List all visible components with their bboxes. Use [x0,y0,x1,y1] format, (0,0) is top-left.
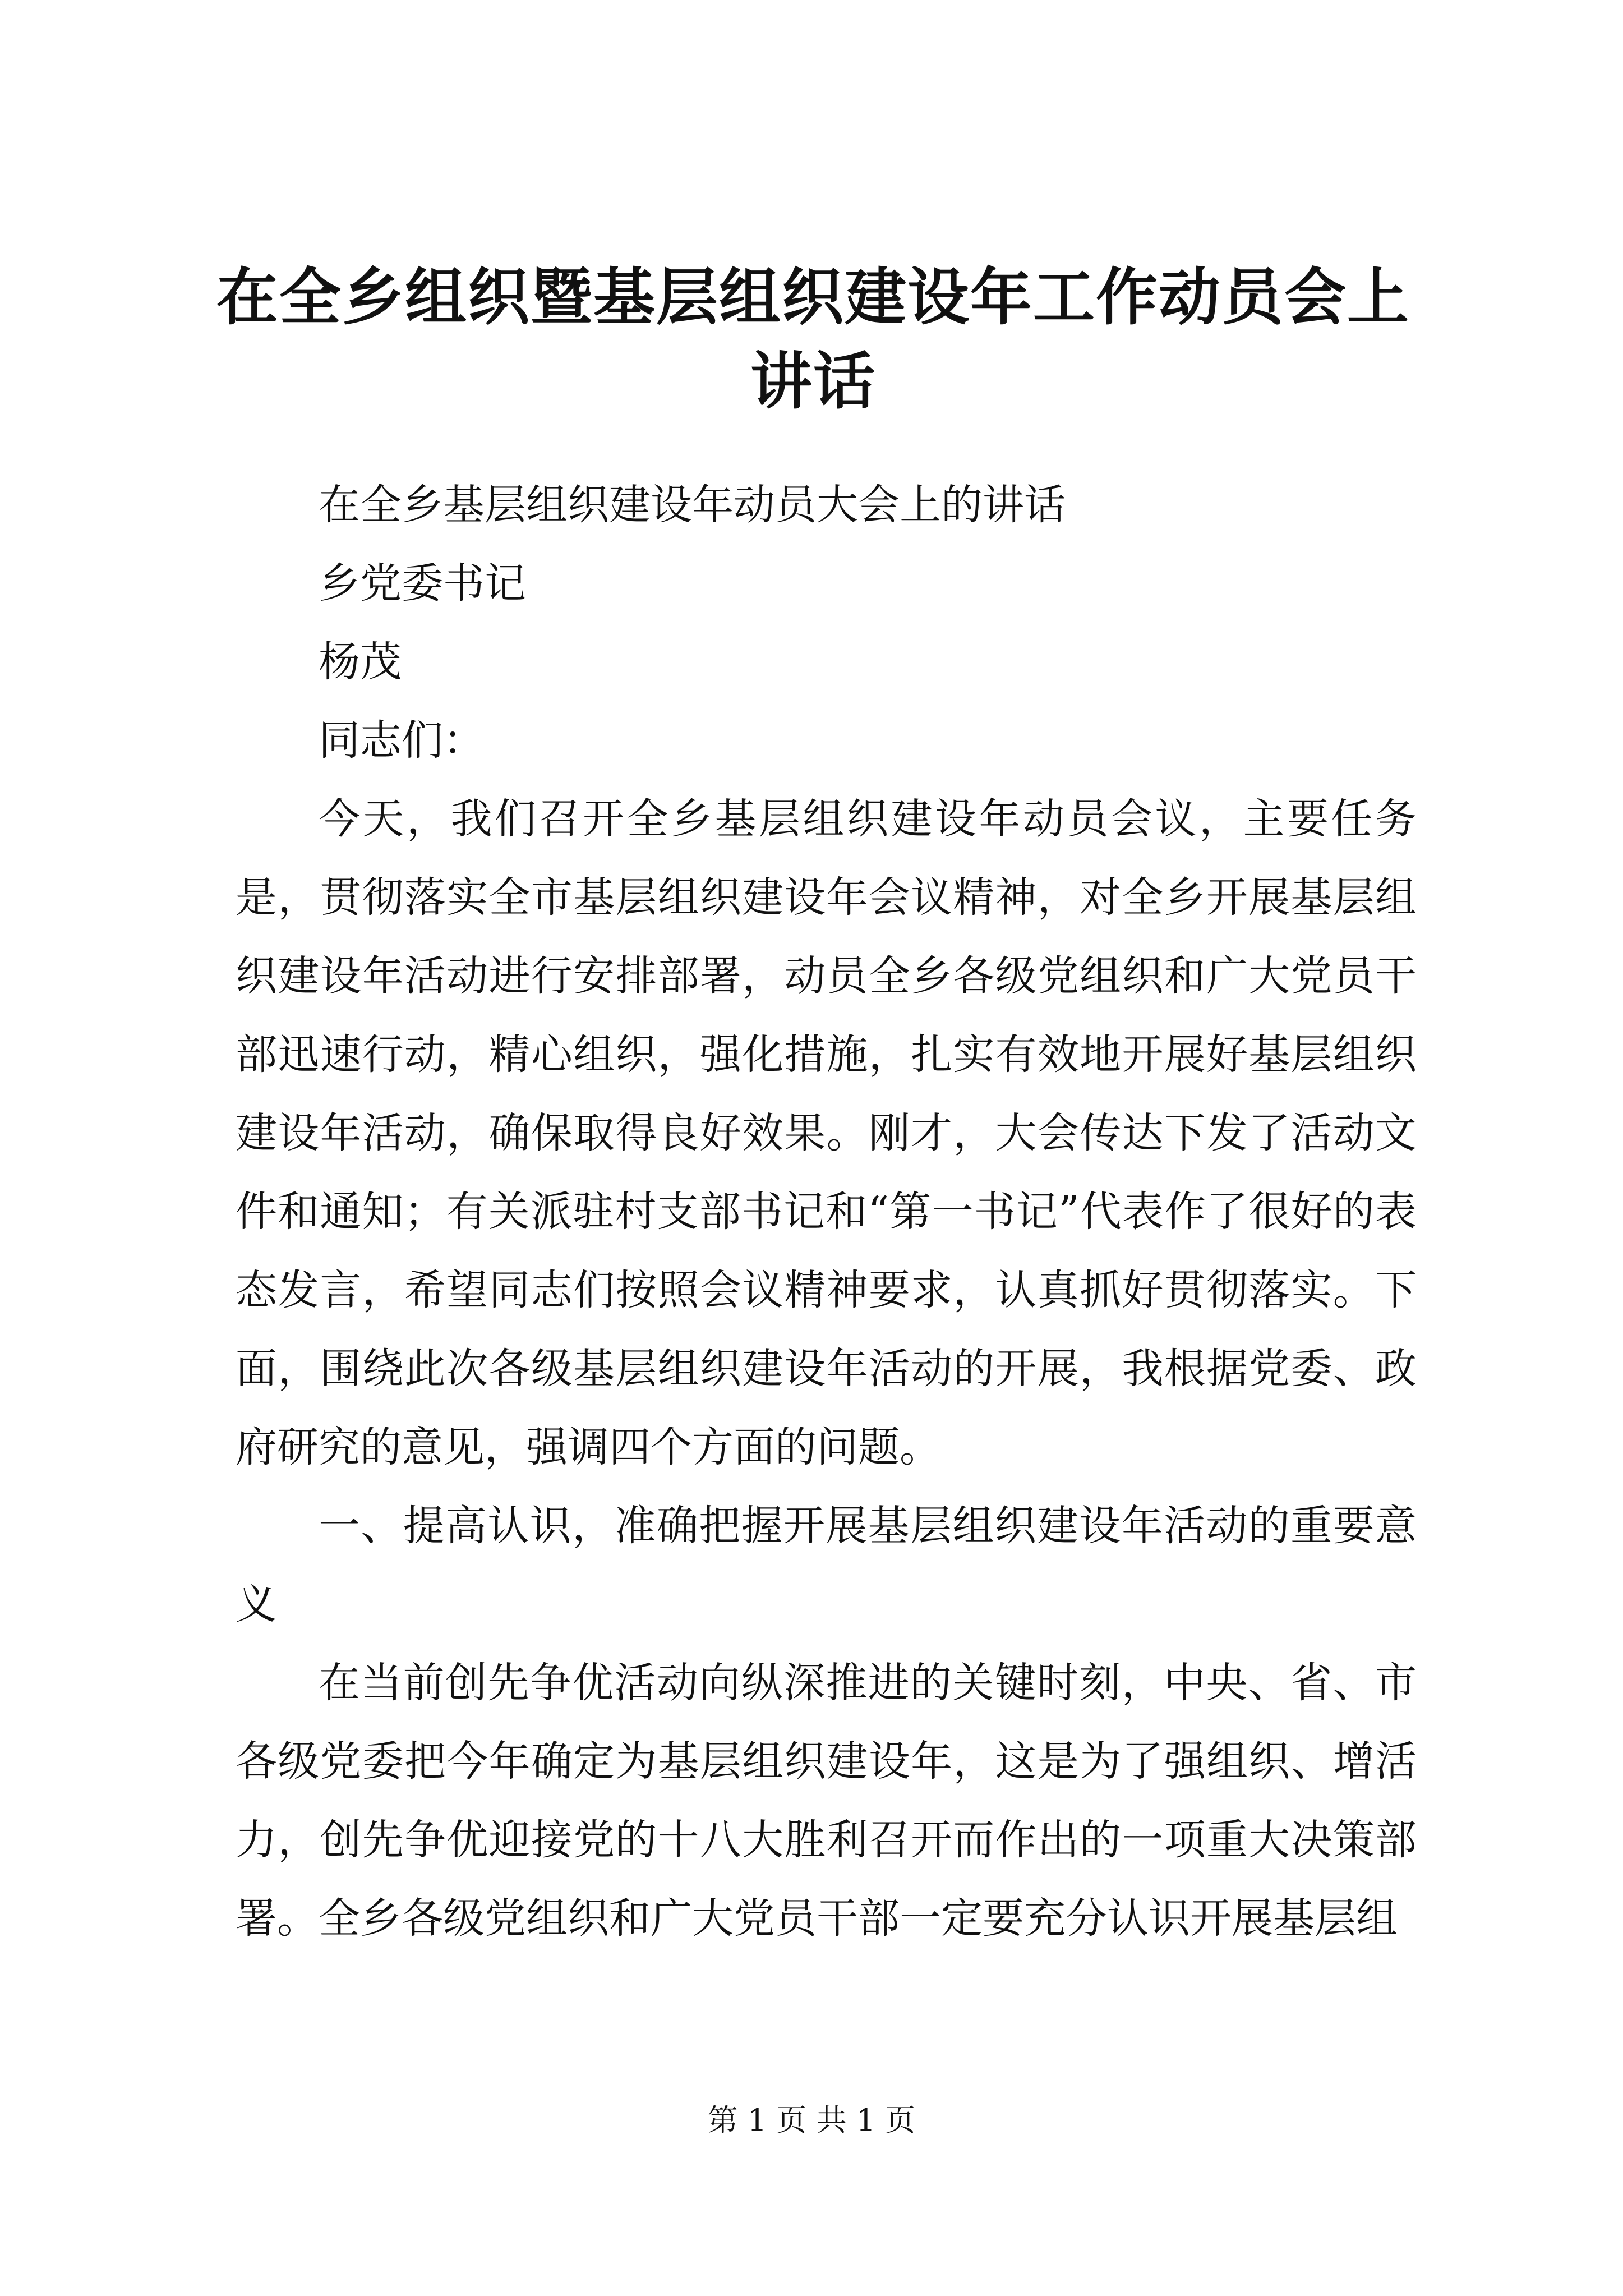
speech-heading: 在全乡基层组织建设年动员大会上的讲话 [319,481,1066,529]
body-paragraph: 今天，我们召开全乡基层组织建设年动员会议，主要任务是，贯彻落实全市基层组织建设年会议精神，对全乡开展基层组织建设年活动进行安排部署，动员全乡各级党组织和广大党员干部迅速行动，精心组织，强化措施，扎实有效地开展好基层组织建设年活动，确保取得良好效果。刚才，大会传达下发了活动文件和通知；有关派驻村支部书记和“第一书记”代表作了很好的表态发言，希望同志们按照会议精神要求，认真抓好贯彻落实。下面，围绕此次各级基层组织建设年活动的开展，我根据党委、政府研究的意见，强调四个方面的问题。 [236,795,1417,1471]
body-paragraph: 在当前创先争优活动向纵深推进的关键时刻，中央、省、市各级党委把今年确定为基层组织建设年，这是为了强组织、增活力，创先争优迎接党的十八大胜利召开而作出的一项重大决策部署。全乡各级党组织和广大党员干部一定要充分认识开展基层组 [236,1659,1417,1943]
speaker-name: 杨茂 [319,638,402,686]
document-title: 在全乡组织暨基层组织建设年工作动员会上讲话 [216,261,1410,417]
section-heading: 一、提高认识，准确把握开展基层组织建设年活动的重要意义 [236,1502,1417,1628]
salutation: 同志们： [319,716,485,765]
speaker-position: 乡党委书记 [319,559,526,608]
page-footer: 第 1 页 共 1 页 [707,2102,916,2138]
document-body [236,466,1417,1958]
